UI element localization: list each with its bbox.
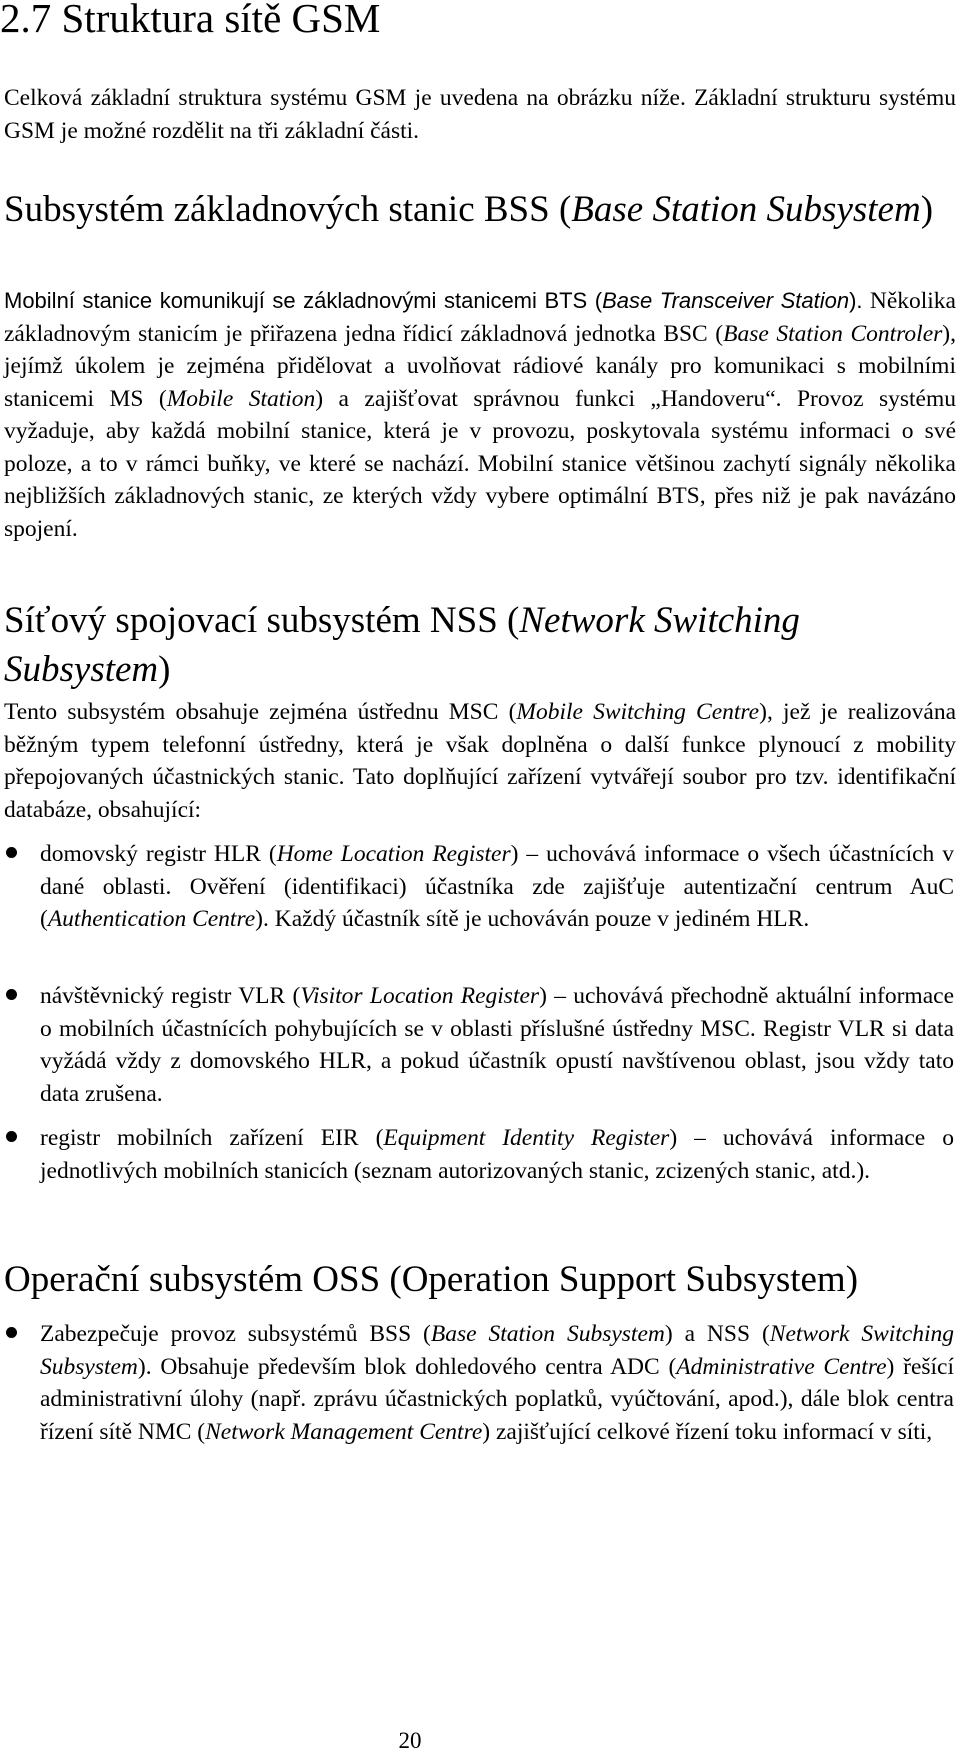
bullet-icon <box>6 847 17 858</box>
bullet-icon <box>6 989 17 1000</box>
bss-heading: Subsystém základnových stanic BSS (Base Station Subsystem) <box>4 189 934 230</box>
bss-paragraph: Mobilní stanice komunikují se základnovými stanicemi BTS (Base Transceiver Station). Několika základnovým stanicím je přiřazena jedna řídicí základnová jednotka BSC (Base Station Controler), jejímž úkolem je zejména přidělovat a uvolňovat rádiové kanály pro komunikaci s mobilními stanicemi MS (Mobile Station) a zajišťovat správnou funkci „Handoveru“. Provoz systému vyžaduje, aby každá mobilní stanice, která je v provozu, poskytovala systému informaci o své poloze, a to v rámci buňky, ve které se nachází. Mobilní stanice většinou zachytí signály několika nejbližších základnových stanic, ze kterých vždy vybere optimální BTS, přes niž je pak navázáno spojení. <box>4 288 956 542</box>
list-item-text: návštěvnický registr VLR (Visitor Location Register) – uchovává přechodně aktuální informace o mobilních účastnících pohybujících se v oblasti příslušné ústředny MSC. Registr VLR si data vyžádá vždy z domovského HLR, a pokud účastník opustí navštívenou oblast, jsou vždy tato data zrušena. <box>40 983 954 1107</box>
list-item-vlr <box>0 980 956 1110</box>
list-item-eir <box>0 1122 956 1187</box>
list-item-text: domovský registr HLR (Home Location Register) – uchovává informace o všech účastnících v dané oblasti. Ověření (identifikaci) účastníka zde zajišťuje autentizační centrum AuC (Authentication Centre). Každý účastník sítě je uchováván pouze v jediném HLR. <box>40 841 954 932</box>
list-item-text: registr mobilních zařízení EIR (Equipment Identity Register) – uchovává informace o jednotlivých mobilních stanicích (seznam autorizovaných stanic, zcizených stanic, atd.). <box>40 1125 954 1184</box>
oss-heading: Operační subsystém OSS (Operation Support Subsystem) <box>4 1259 859 1300</box>
list-item-text: Zabezpečuje provoz subsystémů BSS (Base Station Subsystem) a NSS (Network Switching Subsystem). Obsahuje především blok dohledového centra ADC (Administrative Centre) řešící administrativní úlohy (např. zprávu účastnických poplatků, vyúčtování, apod.), dále blok centra řízení sítě NMC (Network Management Centre) zajišťující celkové řízení toku informací v síti, <box>40 1321 955 1445</box>
page-number: 20 <box>398 1728 422 1753</box>
bullet-icon <box>6 1131 17 1142</box>
list-item-oss <box>0 1318 956 1448</box>
bullet-icon <box>6 1327 17 1338</box>
section-title: 2.7 Struktura sítě GSM <box>0 0 381 41</box>
nss-heading: Síťový spojovací subsystém NSS (Network Switching Subsystem) <box>4 600 800 690</box>
nss-paragraph: Tento subsystém obsahuje zejména ústřednu MSC (Mobile Switching Centre), jež je realizována běžným typem telefonní ústředny, která je však doplněna o další funkce plynoucí z mobility přepojovaných účastnických stanic. Tato doplňující zařízení vytvářejí soubor pro tzv. identifikační databáze, obsahující: <box>4 699 957 823</box>
intro-paragraph: Celková základní struktura systému GSM je uvedena na obrázku níže. Základní strukturu systému GSM je možné rozdělit na tři základní části. <box>4 85 956 144</box>
list-item-hlr <box>0 838 956 936</box>
